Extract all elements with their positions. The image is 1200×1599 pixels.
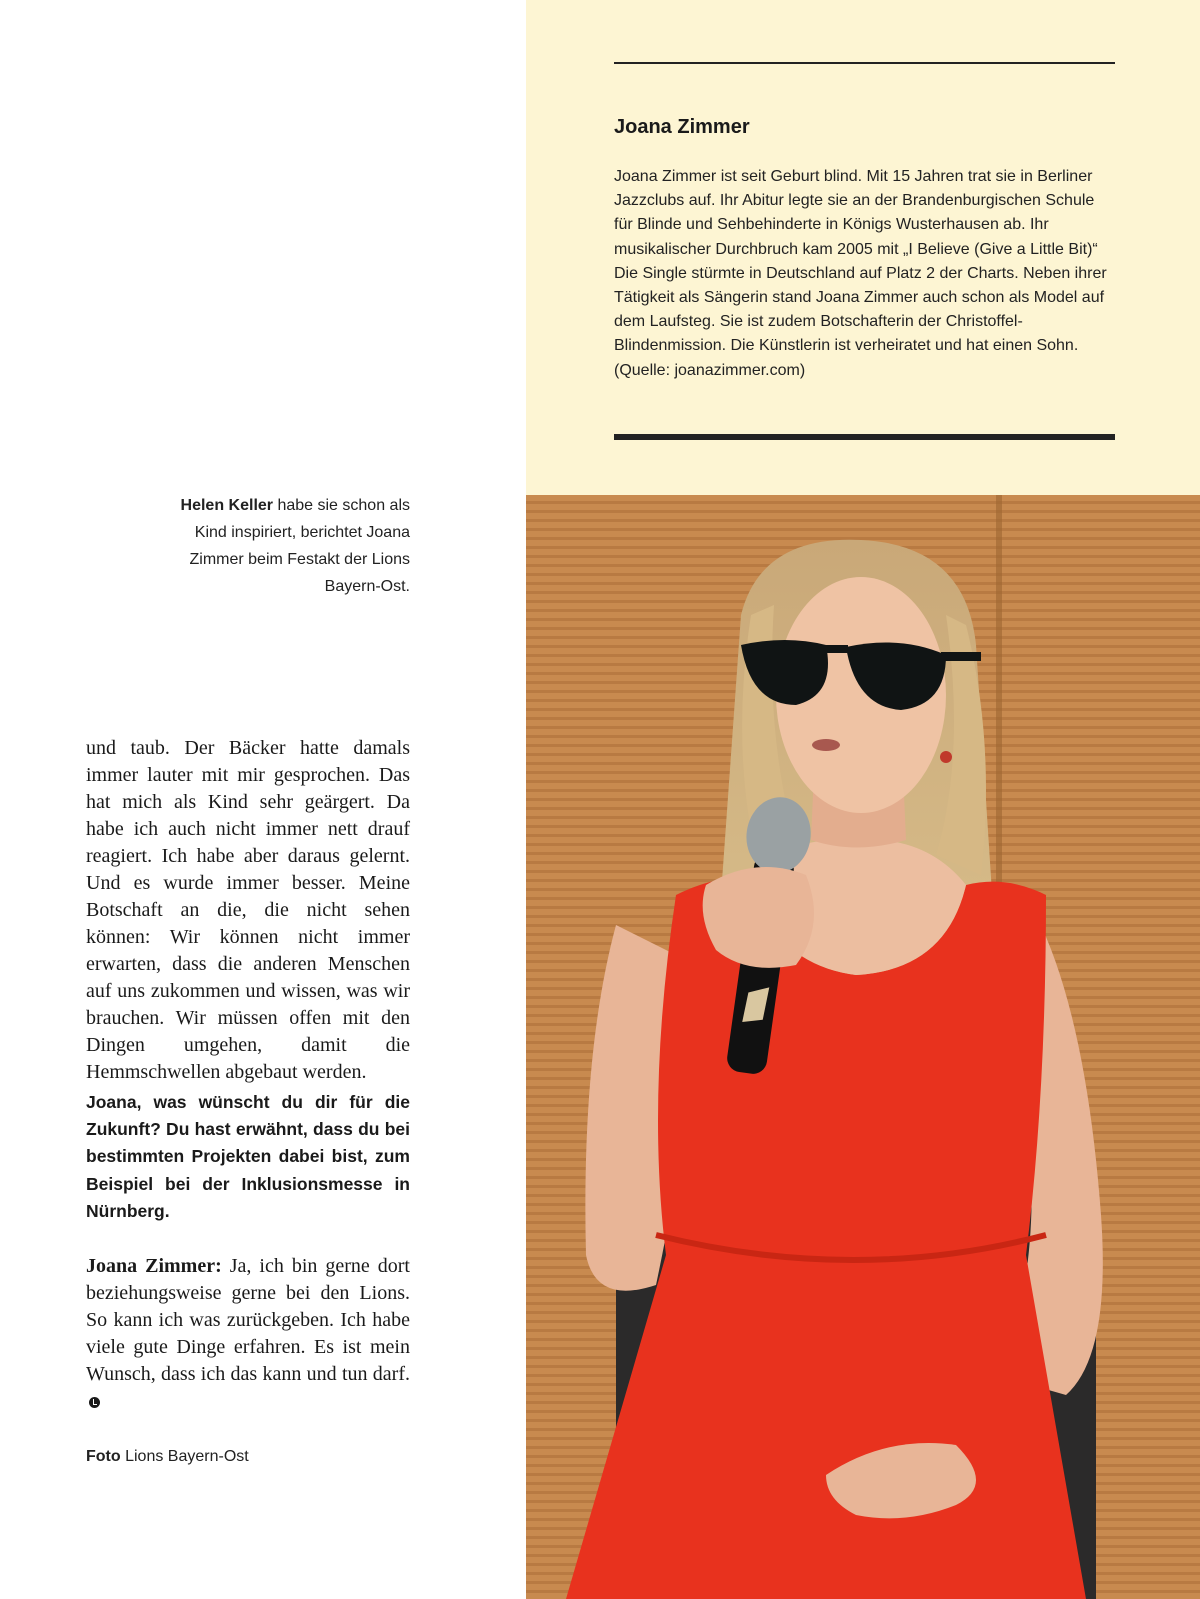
bio-text: Joana Zimmer ist seit Geburt blind. Mit 15 Jahren trat sie in Berliner Jazzclubs auf. Ihr Abitur legte sie an der Brandenburgischen Schule für Blinde und Sehbehinderte in Königs Wusterhausen ab. Ihr musikalischer Durchbruch kam 2005 mit „I Believe (Give a Little Bit)“ Die Single stürmte in Deutschland auf Platz 2 der Charts. Neben ihrer Tätigkeit als Sängerin stand Joana Zimmer auch schon als Model auf dem Laufsteg. Sie ist zudem Botschafterin der Christoffel-Blindenmission. Die Künstlerin ist verheiratet und hat einen Sohn. (Quelle: joanazimmer.com) (614, 168, 1107, 379)
mouth (812, 739, 840, 751)
end-of-article-icon (89, 1397, 100, 1408)
photo-illustration (526, 495, 1200, 1599)
bio-bottom-rule (614, 434, 1115, 440)
answer-speaker: Joana Zimmer: (86, 1255, 222, 1277)
photo-credit-text: Lions Bayern-Ost (120, 1448, 249, 1465)
photo-caption (160, 492, 410, 600)
interview-answer (86, 1253, 410, 1415)
article-photo (526, 495, 1200, 1599)
photo-credit (86, 1448, 249, 1466)
answer-text: Ja, ich bin gerne dort beziehungsweise gerne bei den Lions. So kann ich was zurückgeben. Ich habe viele gute Dinge erfahren. Es ist mein Wunsch, dass ich das kann und tun darf. (86, 1255, 410, 1385)
earring (940, 751, 952, 763)
caption-name: Helen Keller (180, 497, 274, 514)
caption-text: habe sie schon als Kind inspiriert, berichtet Joana Zimmer beim Festakt der Lions Bayern-Ost. (189, 497, 410, 595)
article-paragraph: und taub. Der Bäcker hatte damals immer lauter mit mir gesprochen. Das hat mich als Kind sehr geärgert. Da habe ich auch nicht immer nett drauf reagiert. Ich habe aber daraus gelernt. Und es wurde immer besser. Meine Botschaft an die, die nicht sehen können: Wir können nicht immer erwarten, dass die anderen Menschen auf uns zukommen und wissen, was wir brauchen. Wir müssen offen mit den Dingen umgehen, damit die Hemmschwellen abgebaut werden. (86, 737, 410, 1083)
bio-top-rule (614, 62, 1115, 64)
bio-title: Joana Zimmer (614, 116, 750, 138)
interview-question: Joana, was wünscht du dir für die Zukunft? Du hast erwähnt, dass du bei bestimmten Projekten dabei bist, zum Beispiel bei der Inklusionsmesse in Nürnberg. (86, 1092, 410, 1221)
photo-credit-label: Foto (86, 1448, 121, 1465)
